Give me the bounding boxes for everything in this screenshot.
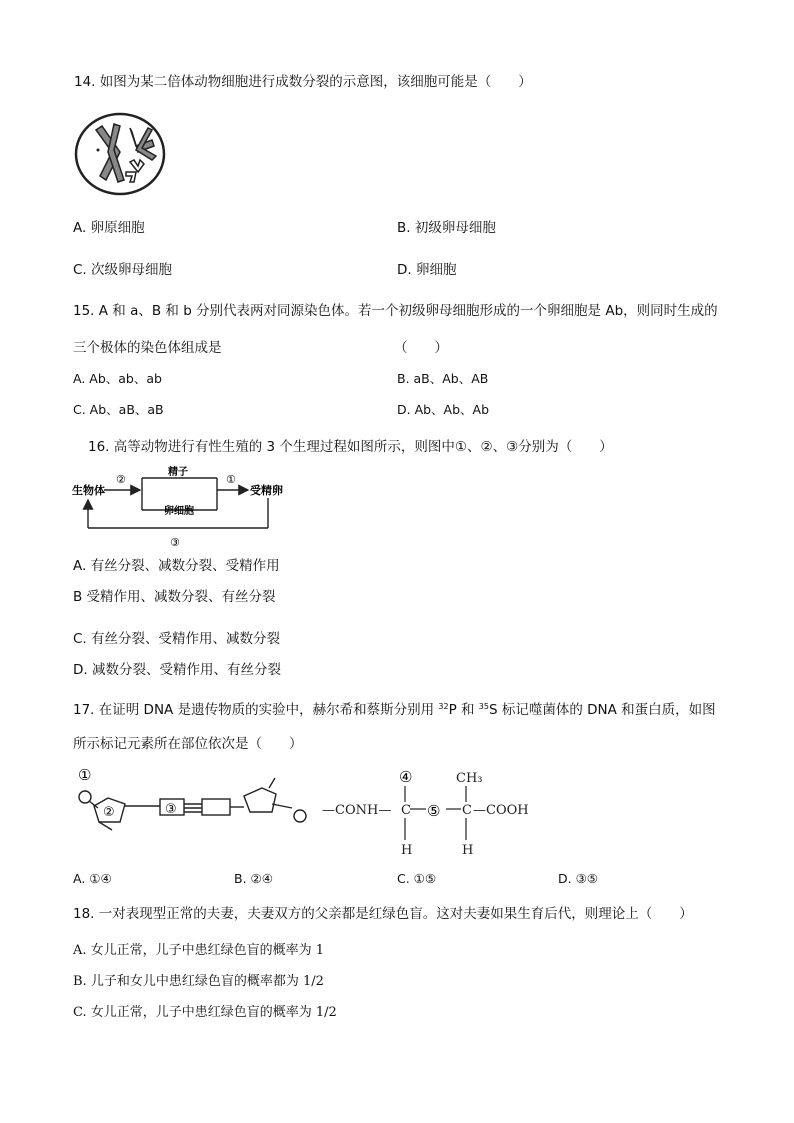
q14-stem: 14. 如图为某二倍体动物细胞进行成数分裂的示意图，该细胞可能是（ ） [74, 74, 532, 90]
amino-conh-group: —CONH— [322, 803, 392, 818]
amino-methyl-group: CH₃ [456, 771, 483, 786]
amino-hydrogen-left: H [401, 843, 413, 858]
diagram-mark-2: ② [116, 473, 126, 486]
amino-cooh-group: —COOH [473, 803, 529, 818]
q16-option-d: D. 减数分裂、受精作用、有丝分裂 [73, 662, 281, 678]
q17-stem-line2: 所示标记元素所在部位依次是（ ） [73, 736, 303, 752]
q15-option-c: C. Ab、aB、aB [73, 402, 164, 417]
q18-stem: 18. 一对表现型正常的夫妻，夫妻双方的父亲都是红绿色盲。这对夫妻如果生育后代，则理论上（ ） [73, 906, 693, 922]
isotope-32-mass: 32 [438, 702, 449, 711]
q17-stem-a: 17. 在证明 DNA 是遗传物质的实验中，赫尔希和蔡斯分别用 [73, 702, 439, 718]
q18-option-a: A. 女儿正常，儿子中患红绿色盲的概率为 1 [73, 943, 325, 958]
diagram-organism-label: 生物体 [72, 484, 105, 497]
diagram-egg-label: 卵细胞 [164, 506, 194, 517]
diagram-zygote-label: 受精卵 [250, 484, 283, 497]
isotope-35-mass: 35 [478, 702, 489, 711]
q17-stem-line1 [73, 698, 716, 719]
q15-option-a: A. Ab、ab、ab [73, 371, 162, 386]
figure-label-2: ② [103, 805, 115, 820]
figure-label-3: ③ [165, 802, 177, 817]
figure-label-5: ⑤ [427, 802, 441, 820]
diagram-mark-3: ③ [170, 536, 180, 549]
diagram-mark-1: ① [226, 473, 236, 486]
figure-label-1: ① [78, 766, 92, 784]
dna-protein-structure-figure [72, 764, 540, 860]
q17-stem-b: S 标记噬菌体的 DNA 和蛋白质，如图 [488, 702, 716, 718]
amino-hydrogen-right: H [462, 843, 474, 858]
q16-stem: 16. 高等动物进行有性生殖的 3 个生理过程如图所示，则图中①、②、③分别为（ ） [88, 439, 613, 455]
q16-option-b: B 受精作用、减数分裂、有丝分裂 [73, 589, 276, 605]
cell-division-figure [72, 110, 168, 198]
q15-stem-line1: 15. A 和 a、B 和 b 分别代表两对同源染色体。若一个初级卵母细胞形成的一个卵细胞是 Ab，则同时生成的 [73, 303, 718, 319]
reproduction-cycle-diagram [72, 466, 298, 550]
q17-option-d: D. ③⑤ [558, 871, 598, 886]
q14-option-d: D. 卵细胞 [397, 262, 457, 278]
q17-option-a: A. ①④ [73, 871, 112, 886]
q17-option-b: B. ②④ [234, 871, 273, 886]
q15-stem-line2: 三个极体的染色体组成是 [73, 340, 222, 356]
q17-option-c: C. ①⑤ [397, 871, 437, 886]
q16-option-a: A. 有丝分裂、减数分裂、受精作用 [73, 558, 280, 574]
q15-option-d: D. Ab、Ab、Ab [397, 402, 490, 417]
q14-option-c: C. 次级卵母细胞 [73, 262, 173, 278]
q14-option-b: B. 初级卵母细胞 [397, 220, 496, 236]
q14-option-a: A. 卵原细胞 [73, 220, 145, 236]
q15-answer-blank: （ ） [394, 340, 448, 356]
figure-label-4: ④ [399, 768, 413, 786]
q16-option-c: C. 有丝分裂、受精作用、减数分裂 [73, 631, 281, 647]
q17-stem-p: P 和 [448, 702, 479, 718]
q15-option-b: B. aB、Ab、AB [397, 371, 489, 386]
diagram-sperm-label: 精子 [168, 467, 188, 478]
q18-option-c: C. 女儿正常，儿子中患红绿色盲的概率为 1/2 [73, 1005, 337, 1020]
q18-option-b: B. 儿子和女儿中患红绿色盲的概率都为 1/2 [73, 974, 324, 989]
amino-carbon-right: C [462, 803, 472, 818]
amino-carbon-left: C [401, 803, 411, 818]
